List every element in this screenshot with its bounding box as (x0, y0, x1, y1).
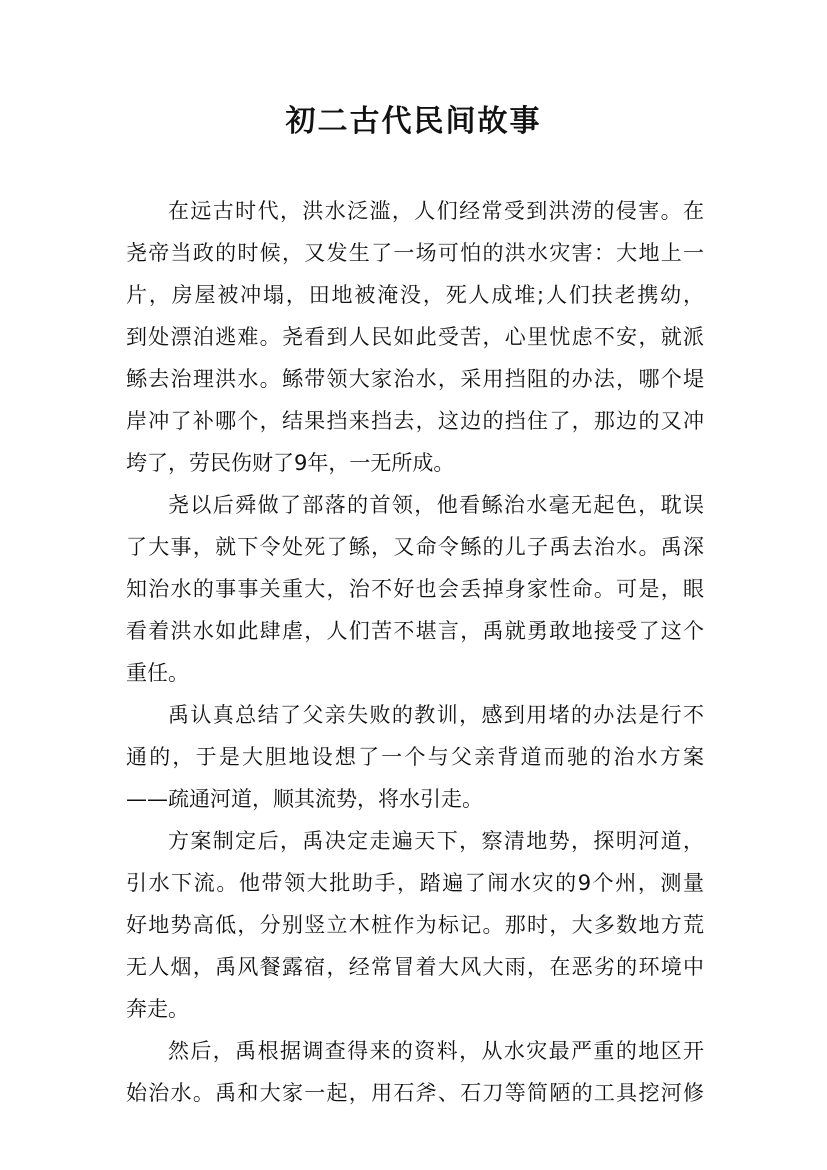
document-title: 初二古代民间故事 (285, 104, 542, 139)
paragraph-line: 看着洪水如此肆虐，人们苦不堪言，禹就勇敢地接受了这个 (126, 619, 704, 643)
paragraph-line: 好地势高低，分别竖立木桩作为标记。那时，大多数地方荒 (126, 913, 704, 937)
paragraph-line: 知治水的事事关重大，治不好也会丢掉身家性命。可是，眼 (126, 577, 704, 601)
paragraph-line: 通的，于是大胆地设想了一个与父亲背道而驰的治水方案 (126, 745, 704, 769)
paragraph-line: ——疏通河道，顺其流势，将水引走。 (126, 787, 483, 811)
paragraph-line: 禹认真总结了父亲失败的教训，感到用堵的办法是行不 (168, 703, 704, 727)
paragraph-line: 尧帝当政的时候，又发生了一场可怕的洪水灾害：大地上一 (126, 241, 704, 265)
paragraph-line: 重任。 (126, 661, 189, 685)
paragraph-line: 始治水。禹和大家一起，用石斧、石刀等简陋的工具挖河修 (126, 1081, 704, 1105)
paragraph-line: 了大事，就下令处死了鲧，又命令鲧的儿子禹去治水。禹深 (126, 535, 704, 559)
paragraph-line: 然后，禹根据调查得来的资料，从水灾最严重的地区开 (168, 1039, 704, 1063)
paragraph-line: 片，房屋被冲塌，田地被淹没，死人成堆;人们扶老携幼， (126, 283, 704, 307)
paragraph-line: 到处漂泊逃难。尧看到人民如此受苦，心里忧虑不安，就派 (126, 325, 704, 349)
paragraph-line: 无人烟，禹风餐露宿，经常冒着大风大雨，在恶劣的环境中 (126, 955, 704, 979)
paragraph-line: 垮了，劳民伤财了9年，一无所成。 (126, 451, 455, 475)
paragraph-line: 岸冲了补哪个，结果挡来挡去，这边的挡住了，那边的又冲 (126, 409, 704, 433)
paragraph-line: 在远古时代，洪水泛滥，人们经常受到洪涝的侵害。在 (168, 199, 704, 223)
paragraph-line: 引水下流。他带领大批助手，踏遍了闹水灾的9个州，测量 (126, 871, 704, 895)
paragraph-line: 尧以后舜做了部落的首领，他看鲧治水毫无起色，耽误 (168, 493, 704, 517)
paragraph-line: 奔走。 (126, 997, 189, 1021)
paragraph-line: 鲧去治理洪水。鲧带领大家治水，采用挡阻的办法，哪个堤 (126, 367, 704, 391)
paragraph-line: 方案制定后，禹决定走遍天下，察清地势，探明河道， (168, 829, 704, 853)
